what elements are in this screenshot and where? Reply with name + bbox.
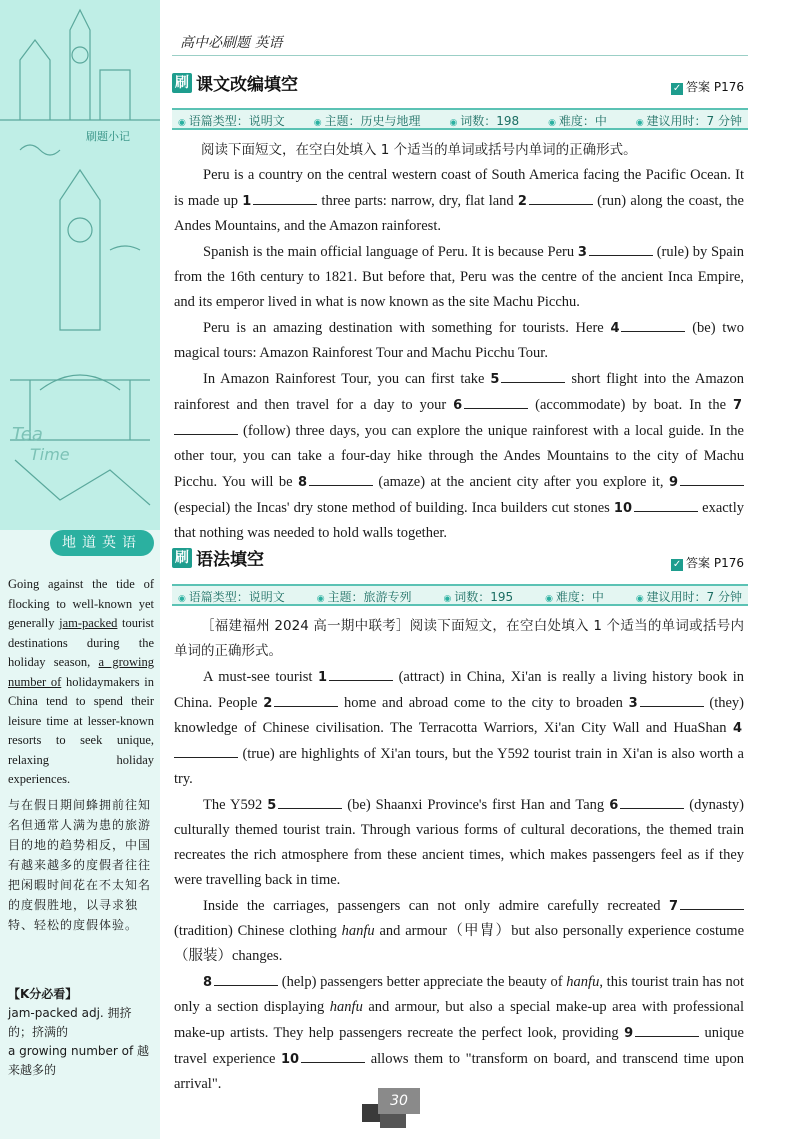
blank-number: 2 [517,194,527,209]
section1-title-text: 课文改编填空 [196,75,298,95]
section1-title [172,70,298,95]
passage-text: three parts: narrow, dry, flat land [317,193,518,209]
authentic-english-badge: 地道英语 [50,530,154,556]
sidebar-illustration [0,0,160,530]
passage-paragraph [174,969,744,1097]
passage-text: (dynasty) culturally themed tourist train. Through various forms of cultural decorations, the themed train recreates the rich atmosphere from these ancient times, which makes passengers feel as if they were travelling back in time. [174,797,745,888]
passage-text: A must-see tourist [203,669,318,685]
passage-text: (be) Shaanxi Province's first Han and Tang [342,797,610,813]
passage-text: and armour, but also a special make-up area with professional make-up artists. They help passengers recreate the perfect look, providing [174,999,744,1041]
answer-label: 答案 P176 [686,80,744,94]
passage-text: unique travel experience [174,1025,744,1067]
meta-genre: ◉ 语篇类型：说明文 [178,586,285,604]
answer-label: 答案 P176 [686,556,744,570]
section2-answer-ref[interactable] [671,554,744,571]
blank-number: 1 [242,194,252,209]
answer-blank[interactable] [274,690,338,707]
sidebar-english-paragraph [8,575,154,790]
passage-text: The Y592 [203,797,268,813]
city-sketch-icon [0,0,160,530]
answer-blank[interactable] [301,1046,365,1063]
answer-blank[interactable] [253,188,317,205]
meta-genre: ◉ 语篇类型：说明文 [178,110,285,128]
blank-number: 7 [668,899,678,914]
answer-blank[interactable] [174,741,238,758]
vocab-title: 【K分必看】 [8,987,78,1001]
text-segment: holidaymakers in China tend to spend their leisure time at lesser-known resorts to seek unique, relaxing holiday experiences. [8,674,154,786]
text-segment: tourist destinations during the holiday season, [8,616,154,669]
section2-body [174,614,744,1097]
page-deco [380,1114,406,1128]
passage-text: exactly that nothing was needed to hold walls together. [174,500,744,541]
passage-text: In Amazon Rainforest Tour, you can first take [203,371,491,387]
passage-paragraph [174,315,744,366]
section1-body [174,138,744,546]
check-icon: ✓ [672,559,682,570]
answer-blank[interactable] [621,315,685,332]
passage-text: home and abroad come to the city to broaden [338,695,629,711]
answer-blank[interactable] [634,495,698,512]
answer-blank[interactable] [620,792,684,809]
passage-paragraph [174,664,744,792]
answer-blank[interactable] [174,418,238,435]
sidebar-chinese-paragraph: 与在假日期间蜂拥前往知名但通常人满为患的旅游目的地的趋势相反，中国有越来越多的度假者往往把闲暇时间花在不太知名的度假胜地，以寻求独特、轻松的度假体验。 [8,798,152,932]
vocab-box [8,985,154,1080]
vocab-item: a growing number of 越来越多的 [8,1044,150,1077]
passage-text: (run) along the coast, the Andes Mountains, and the Amazon rainforest. [174,193,744,234]
section1-meta-bar [172,108,748,130]
answer-blank[interactable] [680,893,744,910]
blank-number: 8 [203,975,213,990]
blank-number: 4 [732,721,742,736]
passage-text: (rule) by Spain from the 16th century to 1821. But before that, Peru was the centre of the ancient Inca Empire, and its emperor lived in what is now known as the site Machu Picchu. [174,244,745,310]
section2-title [172,545,264,570]
blank-number: 10 [281,1052,300,1067]
answer-blank[interactable] [680,469,744,486]
blank-number: 9 [668,475,678,490]
shua-icon: 刷 [172,73,192,93]
italic-term: hanfu [566,974,600,990]
blank-number: 3 [577,245,587,260]
meta-time: ◉ 建议用时：7 分钟 [636,586,742,604]
passage-paragraph [174,239,744,315]
blank-number: 7 [732,398,742,413]
underlined-phrase: a growing number of [8,655,154,689]
meta-time: ◉ 建议用时：7 分钟 [636,110,742,128]
underlined-phrase: jam-packed [59,616,118,630]
blank-number: 9 [624,1026,634,1041]
note-title: 刷题小记 [86,130,130,143]
answer-blank[interactable] [640,690,704,707]
section2-meta-bar [172,584,748,606]
passage-text: (attract) in China, Xi'an is really a living history book in China. People [174,669,744,711]
answer-blank[interactable] [464,392,528,409]
passage-text: Spanish is the main official language of Peru. It is because Peru [203,244,578,260]
svg-text:Tea: Tea [12,424,43,445]
shua-icon: 刷 [172,548,192,568]
passage-text: (true) are highlights of Xi'an tours, but the Y592 tourist train in Xi'an is also worth a try. [174,746,744,787]
passage-text: (amaze) at the ancient city after you explore it, [372,474,669,490]
passage-text: (especial) the Incas' dry stone method of building. Inca builders cut stones [174,500,614,516]
answer-blank[interactable] [278,792,342,809]
meta-topic: ◉ 主题：历史与地理 [314,110,421,128]
passage-text: (they) knowledge of Chinese civilisation. The Terracotta Warriors, Xi'an City Wall and HuaShan [174,695,745,736]
blank-number: 5 [490,372,500,387]
passage-text: allows them to "transform on board, and transcend time upon arrival". [174,1051,745,1092]
meta-topic: ◉ 主题：旅游专列 [317,586,412,604]
answer-blank[interactable] [309,469,373,486]
passage-text: and armour（甲胄）but also personally experience costume（服装）changes. [174,923,745,964]
blank-number: 1 [317,670,328,685]
sidebar [0,0,160,1139]
book-title: 高中必刷题 英语 [180,35,283,51]
check-icon: ✓ [672,83,682,94]
answer-blank[interactable] [501,366,565,383]
answer-blank[interactable] [329,664,393,681]
passage-paragraph [174,792,744,893]
section1-answer-ref[interactable] [671,78,744,95]
passage-paragraph [174,366,744,546]
answer-blank[interactable] [529,188,593,205]
passage-text: Peru is an amazing destination with something for tourists. Here [203,320,611,336]
blank-number: 10 [613,501,632,516]
page-number: 30 [378,1088,420,1114]
passage-text: , this tourist train has not only a section displaying [174,974,745,1015]
answer-blank[interactable] [589,239,653,256]
section1-instruction: 阅读下面短文，在空白处填入 1 个适当的单词或括号内单词的正确形式。 [201,142,637,158]
passage-text: (accommodate) by boat. In the [528,397,733,413]
meta-difficulty: ◉ 难度：中 [545,586,604,604]
passage-paragraph [174,163,744,239]
passage-text: Peru is a country on the central western coast of South America facing the Pacific Ocean. It is made up [174,167,744,209]
blank-number: 2 [263,696,273,711]
meta-difficulty: ◉ 难度：中 [548,110,607,128]
text-segment: Going against the tide of flocking to well-known yet generally [8,577,154,630]
blank-number: 6 [609,798,619,813]
answer-blank[interactable] [214,969,278,986]
blank-number: 3 [628,696,638,711]
meta-words: ◉ 词数：198 [449,110,519,128]
italic-term: hanfu [341,923,375,939]
blank-number: 5 [267,798,277,813]
answer-blank[interactable] [635,1020,699,1037]
header-divider [172,55,748,56]
svg-text:Time: Time [30,445,70,464]
passage-text: (tradition) Chinese clothing [174,923,342,939]
blank-number: 8 [297,475,307,490]
section2-instruction: ［福建福州 2024 高一期中联考］阅读下面短文，在空白处填入 1 个适当的单词或括号内单词的正确形式。 [174,618,744,659]
blank-number: 4 [610,321,620,336]
passage-text: Inside the carriages, passengers can not only admire carefully recreated [203,898,669,914]
section2-title-text: 语法填空 [196,550,264,570]
passage-text: short flight into the Amazon rainforest and then travel for a day to your [174,371,744,413]
passage-text: (be) two magical tours: Amazon Rainforest Tour and Machu Picchu Tour. [174,320,745,361]
meta-words: ◉ 词数：195 [443,586,513,604]
vocab-item: jam-packed adj. 拥挤的；挤满的 [8,1006,132,1039]
blank-number: 6 [453,398,463,413]
passage-text: (follow) three days, you can explore the unique rainforest with a local guide. In the other tour, you can take a four-day hike through the Andes Mountains to the city of Machu Picchu. You will be [174,423,744,490]
italic-term: hanfu [329,999,363,1015]
passage-text: (help) passengers better appreciate the beauty of [278,974,567,990]
passage-paragraph [174,893,744,969]
